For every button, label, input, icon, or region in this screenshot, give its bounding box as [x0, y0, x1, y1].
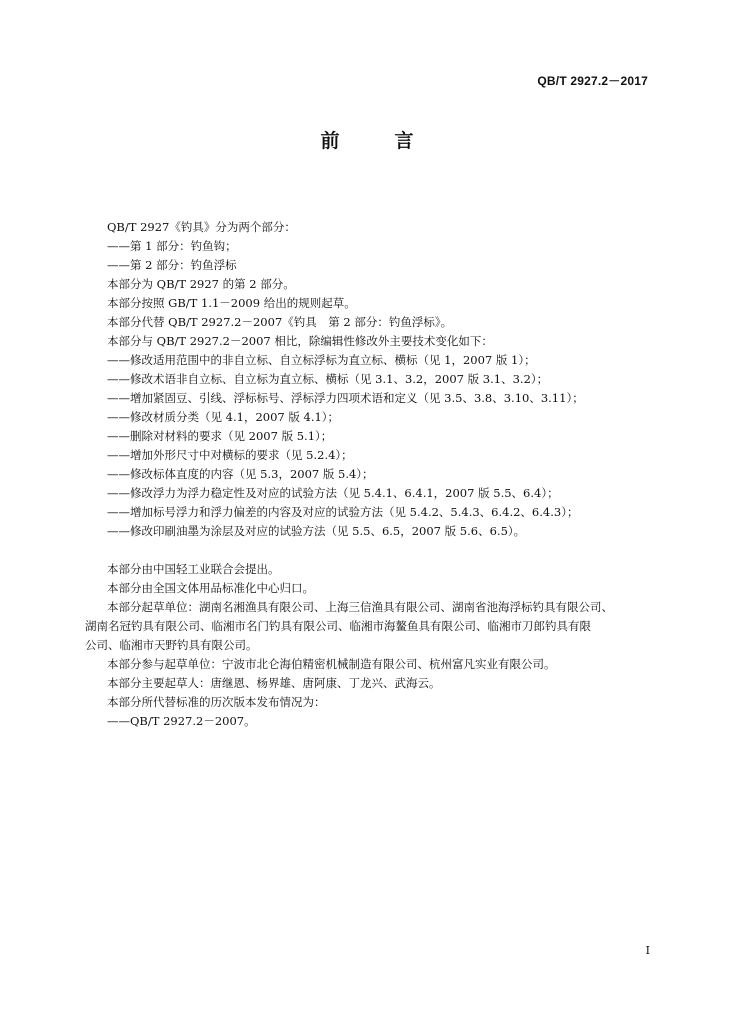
change-item: ——修改标体直度的内容（见 5.3，2007 版 5.4）； — [107, 467, 374, 481]
drafting-units-line: 公司、临湘市天野钓具有限公司。 — [85, 638, 258, 652]
drafting-units-line: 本部分起草单位：湖南名湘渔具有限公司、上海三信渔具有限公司、湖南省池海浮标钓具有限公司、 — [107, 600, 613, 614]
standard-code: QB/T 2927.2－2017 — [537, 74, 648, 88]
intro-line: ——第 2 部分：钓鱼浮标 — [107, 258, 237, 272]
intro-line: QB/T 2927《钓具》分为两个部分： — [107, 220, 296, 234]
intro-line: 本部分代替 QB/T 2927.2－2007《钓具 第 2 部分：钓鱼浮标》。 — [107, 315, 453, 329]
change-item: ——修改术语非自立标、自立标为直立标、横标（见 3.1、3.2，2007 版 3.1、3.2）； — [107, 372, 549, 386]
intro-line: 本部分为 QB/T 2927 的第 2 部分。 — [107, 277, 295, 291]
history-intro: 本部分所代替标准的历次版本发布情况为： — [107, 695, 326, 709]
drafting-units-line: 湖南名冠钓具有限公司、临湘市名门钓具有限公司、临湘市海鳌鱼具有限公司、临湘市刀郎钓具有限 — [85, 619, 591, 633]
main-drafters: 本部分主要起草人：唐继恩、杨界雄、唐阿康、丁龙兴、武海云。 — [107, 676, 441, 690]
document-body — [85, 218, 667, 731]
change-item: ——修改适用范围中的非自立标、自立标浮标为直立标、横标（见 1，2007 版 1）； — [107, 353, 536, 367]
change-item: ——增加外形尺寸中对横标的要求（见 5.2.4）； — [107, 448, 353, 462]
intro-line: 本部分按照 GB/T 1.1－2009 给出的规则起草。 — [107, 296, 356, 310]
intro-line: ——第 1 部分：钓鱼钩； — [107, 239, 237, 253]
intro-line: 本部分与 QB/T 2927.2－2007 相比，除编辑性修改外主要技术变化如下： — [107, 334, 493, 348]
change-item: ——删除对材料的要求（见 2007 版 5.1）； — [107, 429, 333, 443]
paragraph-gap — [107, 541, 667, 560]
proposed-by: 本部分由中国轻工业联合会提出。 — [107, 562, 280, 576]
change-item: ——修改浮力为浮力稳定性及对应的试验方法（见 5.4.1、6.4.1，2007 版 5.5、6.4）； — [107, 486, 559, 500]
managed-by: 本部分由全国文体用品标准化中心归口。 — [107, 581, 314, 595]
participating-units: 本部分参与起草单位：宁波市北仑海伯精密机械制造有限公司、杭州富凡实业有限公司。 — [107, 657, 556, 671]
change-item: ——修改印刷油墨为涂层及对应的试验方法（见 5.5、6.5，2007 版 5.6、6.5）。 — [107, 524, 526, 538]
change-item: ——修改材质分类（见 4.1，2007 版 4.1）； — [107, 410, 340, 424]
history-item: ——QB/T 2927.2－2007。 — [107, 714, 256, 728]
change-item: ——增加标号浮力和浮力偏差的内容及对应的试验方法（见 5.4.2、5.4.3、6.4.2、6.4.3）； — [107, 505, 579, 519]
drafting-units — [85, 598, 667, 655]
change-item: ——增加紧固豆、引线、浮标标号、浮标浮力四项术语和定义（见 3.5、3.8、3.10、3.11）； — [107, 391, 584, 405]
page-number: I — [645, 944, 650, 957]
page-title: 前 言 — [320, 130, 432, 152]
